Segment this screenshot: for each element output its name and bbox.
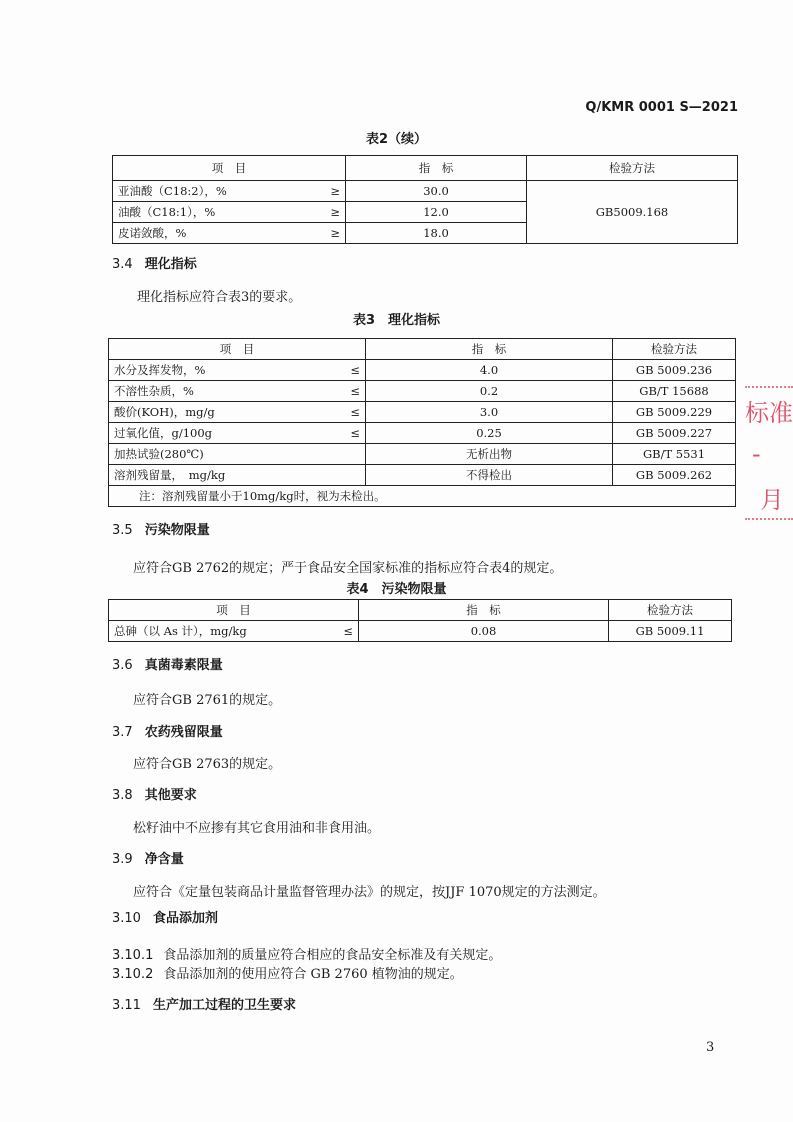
value: 无析出物 <box>366 444 613 465</box>
col-header: 项 目 <box>109 600 359 621</box>
section-text: 应符合《定量包装商品计量监督管理办法》的规定，按JJF 1070规定的方法测定。 <box>133 885 606 900</box>
stamp-border <box>745 386 793 388</box>
stamp-border <box>745 518 793 520</box>
section-3-9: 3.9 净含量 <box>112 852 184 867</box>
sym: ≤ <box>350 363 360 377</box>
sym: ≥ <box>330 205 340 219</box>
value: 18.0 <box>346 223 527 244</box>
item: 不溶性杂质，% <box>114 384 194 398</box>
value: 不得检出 <box>366 465 613 486</box>
table2-title: 表2（续） <box>365 132 428 147</box>
item: 油酸（C18:1），% <box>118 205 216 219</box>
table-row <box>109 402 736 423</box>
table2 <box>112 155 738 244</box>
stamp-fragment: 标准 <box>745 399 793 427</box>
section-3-11: 3.11 生产加工过程的卫生要求 <box>112 998 296 1013</box>
sym: ≥ <box>330 226 340 240</box>
item: 水分及挥发物，% <box>114 363 206 377</box>
document-code: Q/KMR 0001 S—2021 <box>585 100 738 115</box>
col-header: 指 标 <box>346 156 527 181</box>
method: GB 5009.262 <box>613 465 736 486</box>
stamp-fragment: - <box>752 440 761 468</box>
value: 3.0 <box>366 402 613 423</box>
col-header: 项 目 <box>109 339 366 360</box>
item: 加热试验(280℃) <box>114 447 204 461</box>
value: 12.0 <box>346 202 527 223</box>
section-3-10: 3.10 食品添加剂 <box>112 911 218 926</box>
col-header: 项 目 <box>113 156 346 181</box>
page-number: 3 <box>706 1040 715 1055</box>
value: 4.0 <box>366 360 613 381</box>
table-row <box>109 381 736 402</box>
method: GB 5009.229 <box>613 402 736 423</box>
section-text: 应符合GB 2763的规定。 <box>133 757 282 772</box>
section-text: 理化指标应符合表3的要求。 <box>137 290 302 305</box>
item: 酸价(KOH)，mg/g <box>114 405 215 419</box>
table-note: 注：溶剂残留量小于10mg/kg时，视为未检出。 <box>109 486 736 507</box>
section-text: 应符合GB 2761的规定。 <box>133 693 282 708</box>
section-text: 松籽油中不应掺有其它食用油和非食用油。 <box>133 821 381 836</box>
value: 0.25 <box>366 423 613 444</box>
method: GB/T 5531 <box>613 444 736 465</box>
item: 过氧化值，g/100g <box>114 426 213 440</box>
sym: ≤ <box>343 624 353 638</box>
sym: ≤ <box>350 405 360 419</box>
section-3-6: 3.6 真菌毒素限量 <box>112 658 223 673</box>
table4-title: 表4 污染物限量 <box>346 582 447 597</box>
item: 溶剂残留量， mg/kg <box>114 468 226 482</box>
col-header: 指 标 <box>366 339 613 360</box>
col-header: 检验方法 <box>527 156 738 181</box>
table4 <box>108 599 732 642</box>
table-row <box>109 465 736 486</box>
table-row <box>109 444 736 465</box>
sym: ≥ <box>330 184 340 198</box>
value: 0.2 <box>366 381 613 402</box>
section-3-10-2: 3.10.2 食品添加剂的使用应符合 GB 2760 植物油的规定。 <box>112 967 463 982</box>
item: 亚油酸（C18:2），% <box>118 184 227 198</box>
method: GB 5009.236 <box>613 360 736 381</box>
col-header: 检验方法 <box>613 339 736 360</box>
table-row <box>109 423 736 444</box>
section-3-5: 3.5 污染物限量 <box>112 523 210 538</box>
section-text: 应符合GB 2762的规定；严于食品安全国家标准的指标应符合表4的规定。 <box>133 561 563 576</box>
method: GB5009.168 <box>527 181 738 244</box>
value: 0.08 <box>359 621 609 642</box>
method: GB/T 15688 <box>613 381 736 402</box>
section-3-10-1: 3.10.1 食品添加剂的质量应符合相应的食品安全标准及有关规定。 <box>112 948 502 963</box>
method: GB 5009.227 <box>613 423 736 444</box>
sym: ≤ <box>350 426 360 440</box>
table3-title: 表3 理化指标 <box>352 313 441 328</box>
sym: ≤ <box>350 384 360 398</box>
stamp-fragment: 月 <box>760 486 784 514</box>
value: 30.0 <box>346 181 527 202</box>
item: 皮诺敛酸，% <box>118 226 187 240</box>
col-header: 检验方法 <box>609 600 732 621</box>
col-header: 指 标 <box>359 600 609 621</box>
section-3-7: 3.7 农药残留限量 <box>112 725 223 740</box>
table-row <box>109 621 732 642</box>
item: 总砷（以 As 计），mg/kg <box>114 624 247 638</box>
section-3-8: 3.8 其他要求 <box>112 788 197 803</box>
table-row <box>113 181 738 202</box>
section-3-4: 3.4 理化指标 <box>112 257 197 272</box>
method: GB 5009.11 <box>609 621 732 642</box>
table-row <box>109 360 736 381</box>
table3 <box>108 338 736 507</box>
